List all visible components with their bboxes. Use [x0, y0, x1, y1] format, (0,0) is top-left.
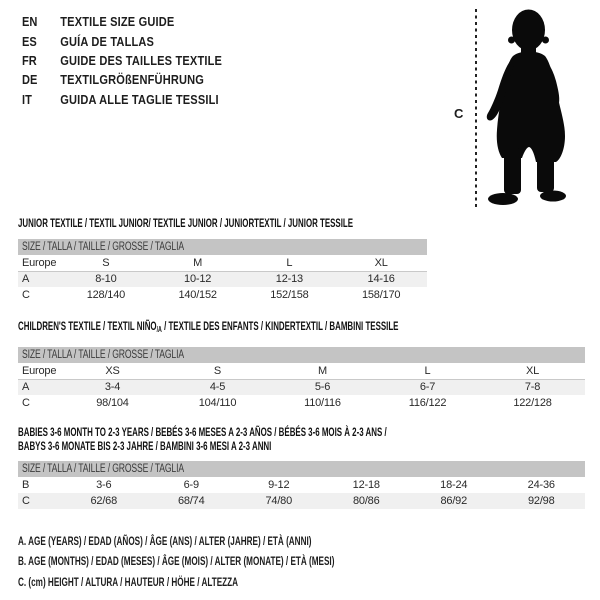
cell: S	[165, 363, 270, 379]
table-row-age	[18, 271, 427, 287]
cell: 8-10	[60, 271, 152, 287]
table-row-age	[18, 379, 585, 395]
cell: 18-24	[440, 479, 468, 491]
cell: XL	[335, 255, 427, 271]
cell: 92/98	[498, 493, 586, 509]
size-header-bar	[18, 347, 585, 363]
cell: 14-16	[335, 271, 427, 287]
junior-section-title: JUNIOR TEXTILE / TEXTIL JUNIOR/ TEXTILE JUNIOR / JUNIORTEXTIL / JUNIOR TESSILE	[18, 216, 354, 230]
cell: 12-13	[244, 271, 336, 287]
language-row-de	[22, 70, 222, 89]
cell: 116/122	[408, 397, 447, 409]
cell: 7-8	[480, 379, 585, 395]
language-code: DE	[22, 72, 38, 88]
note-age-years: A. AGE (YEARS) / EDAD (AÑOS) / ÂGE (ANS) / ALTER (JAHRE) / ETÀ (ANNI)	[18, 534, 312, 548]
cell: 6-7	[375, 379, 480, 395]
size-header-text: SIZE / TALLA / TAILLE / GRÖSSE / TAGLIA	[22, 241, 184, 253]
row-label: A	[18, 271, 60, 287]
cell: 3-6	[96, 479, 112, 491]
row-label: C	[22, 397, 30, 409]
language-row-it	[22, 90, 222, 109]
size-header-bar	[18, 239, 427, 255]
table-row-europe	[18, 363, 585, 379]
language-title: GUIDA ALLE TAGLIE TESSILI	[60, 91, 219, 107]
row-label: C	[18, 493, 60, 509]
legend-notes	[18, 531, 483, 592]
cell: 158/170	[361, 289, 401, 301]
language-list	[22, 12, 257, 109]
table-row-height	[18, 395, 585, 411]
title-line-1: BABIES 3-6 MONTH TO 2-3 YEARS / BEBÉS 3-6 MESES A 2-3 AÑOS / BÉBÉS 3-6 MOIS À 2-3 ANS /	[18, 425, 387, 439]
cell: 80/86	[323, 493, 411, 509]
table-row-height	[18, 287, 427, 303]
children-section-title	[18, 319, 398, 337]
cell: 4-5	[165, 379, 270, 395]
table-row-height	[18, 493, 585, 509]
cell: 122/128	[513, 397, 552, 409]
row-label: Europe	[18, 363, 60, 379]
cell: L	[244, 255, 336, 271]
cell: S	[60, 255, 152, 271]
cell: 104/110	[198, 397, 237, 409]
title-line-2: BABYS 3-6 MONATE BIS 2-3 JAHRE / BAMBINI 3-6 MESI A 2-3 ANNI	[18, 439, 272, 453]
language-code: IT	[22, 91, 32, 107]
language-code: ES	[22, 33, 37, 49]
cell: XS	[60, 363, 165, 379]
size-header-row	[18, 461, 585, 477]
title-part: / TEXTILE DES ENFANTS / KINDERTEXTIL / BAMBINI TESSILE	[161, 319, 399, 333]
cell: 5-6	[270, 379, 375, 395]
row-label: A	[18, 379, 60, 395]
cell: 68/74	[148, 493, 236, 509]
language-title: TEXTILGRÖßENFÜHRUNG	[60, 72, 205, 88]
size-header-row	[18, 347, 585, 363]
cell: 152/158	[270, 289, 309, 301]
cell: 86/92	[410, 493, 498, 509]
babies-section-title	[18, 425, 387, 453]
cell: 10-12	[152, 271, 244, 287]
row-label: B	[22, 479, 30, 491]
cell: 128/140	[86, 289, 126, 301]
language-row-fr	[22, 51, 222, 70]
baby-silhouette-icon	[480, 0, 600, 215]
size-header-text: SIZE / TALLA / TAILLE / GRÖSSE / TAGLIA	[22, 349, 184, 361]
size-header-bar	[18, 461, 585, 477]
row-label: Europe	[18, 255, 60, 271]
size-header-row	[18, 239, 427, 255]
height-figure	[440, 0, 600, 215]
babies-size-table	[18, 461, 585, 509]
children-size-table	[18, 347, 585, 411]
table-row-months	[18, 477, 585, 493]
cell: 12-18	[352, 479, 380, 491]
size-header-text: SIZE / TALLA / TAILLE / GRÖSSE / TAGLIA	[22, 463, 184, 475]
language-row-es	[22, 31, 222, 50]
cell: 6-9	[183, 479, 199, 491]
cell: 62/68	[60, 493, 148, 509]
cell: 3-4	[60, 379, 165, 395]
note-height-cm: C. (cm) HEIGHT / ALTURA / HAUTEUR / HÖHE / ALTEZZA	[18, 574, 239, 589]
language-title: TEXTILE SIZE GUIDE	[60, 14, 175, 30]
language-code: FR	[22, 52, 37, 68]
language-row-en	[22, 12, 222, 31]
cell: L	[375, 363, 480, 379]
cell: 24-36	[527, 479, 555, 491]
language-title: GUÍA DE TALLAS	[60, 33, 155, 49]
height-measure-dashed-line	[475, 9, 477, 208]
language-title: GUIDE DES TAILLES TEXTILE	[60, 52, 223, 68]
cell: XL	[480, 363, 585, 379]
language-code: EN	[22, 14, 38, 30]
cell: 74/80	[235, 493, 323, 509]
cell: 140/152	[178, 289, 217, 301]
junior-size-table	[18, 239, 427, 303]
height-measure-label: C	[454, 106, 464, 121]
row-label: C	[22, 289, 30, 301]
cell: M	[270, 363, 375, 379]
cell: 98/104	[96, 397, 129, 409]
table-row-europe	[18, 255, 427, 271]
title-part: CHILDREN'S TEXTILE / TEXTIL NIÑO	[18, 319, 157, 333]
title-subscript: /A	[156, 325, 162, 334]
cell: 110/116	[304, 397, 341, 409]
note-age-months: B. AGE (MONTHS) / EDAD (MESES) / ÂGE (MOIS) / ALTER (MONATE) / ETÀ (MESI)	[18, 554, 335, 569]
cell: 9-12	[268, 479, 290, 491]
cell: M	[152, 255, 244, 271]
